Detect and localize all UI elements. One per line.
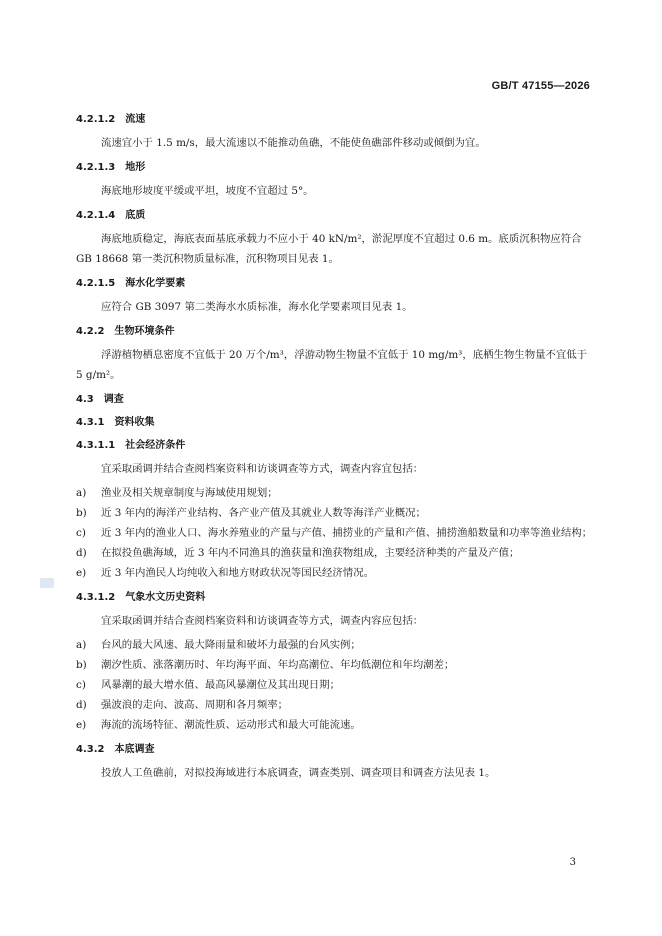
list-marker: a) xyxy=(76,639,87,651)
list-item-text: 在拟投鱼礁海域，近 3 年内不同渔具的渔获量和渔获物组成，主要经济种类的产量及产值； xyxy=(101,547,520,559)
list-item-text: 渔业及相关规章制度与海域使用规划； xyxy=(101,487,278,499)
section-heading xyxy=(76,392,596,408)
section-title: 流速 xyxy=(125,114,146,125)
list-marker: e) xyxy=(76,567,87,579)
section-heading xyxy=(76,160,596,176)
section-heading xyxy=(76,590,596,606)
paragraph: 流速宜小于 1.5 m/s，最大流速以不能推动鱼礁，不能使鱼礁部件移动或倾倒为宜。 xyxy=(101,137,486,149)
section-number: 4.2.1.2 xyxy=(76,114,116,125)
paragraph: 浮游植物栖息密度不宜低于 20 万个/m³，浮游动物生物量不宜低于 10 mg/m³，底栖生物生物量不宜低于 5 g/m²。 xyxy=(76,349,588,381)
section-heading xyxy=(76,415,596,431)
list-marker: b) xyxy=(76,507,87,519)
standard-number: GB/T 47155—2026 xyxy=(491,80,590,92)
paragraph: 宜采取函调并结合查阅档案资料和访谈调查等方式，调查内容应包括： xyxy=(101,615,424,627)
section-number: 4.3.1 xyxy=(76,417,105,428)
list-marker: d) xyxy=(76,547,87,559)
paragraph: 投放人工鱼礁前，对拟投海域进行本底调查，调查类别、调查项目和调查方法见表 1。 xyxy=(101,767,496,779)
page-number: 3 xyxy=(569,857,576,868)
list-item-text: 强波浪的走向、波高、周期和各月频率； xyxy=(101,699,289,711)
section-title: 地形 xyxy=(125,162,146,173)
section-heading xyxy=(76,438,596,454)
list-item-text: 海流的流场特征、潮流性质、运动形式和最大可能流速。 xyxy=(101,719,361,731)
paragraph: 应符合 GB 3097 第二类海水水质标准，海水化学要素项目见表 1。 xyxy=(101,301,413,313)
section-number: 4.2.1.4 xyxy=(76,210,116,221)
section-number: 4.2.1.5 xyxy=(76,278,116,289)
section-title: 资料收集 xyxy=(114,417,155,428)
list-item-text: 潮汐性质、涨落潮历时、年均海平面、年均高潮位、年均低潮位和年均潮差； xyxy=(101,659,455,671)
section-heading xyxy=(76,112,596,128)
section-heading xyxy=(76,742,596,758)
section-number: 4.3.2 xyxy=(76,744,105,755)
section-number: 4.3.1.1 xyxy=(76,440,116,451)
section-heading xyxy=(76,276,596,292)
section-heading xyxy=(76,208,596,224)
list-item xyxy=(76,543,596,563)
section-title: 本底调查 xyxy=(114,744,155,755)
list-marker: c) xyxy=(76,527,86,539)
section-title: 气象水文历史资料 xyxy=(125,592,206,603)
list-item xyxy=(76,715,596,735)
section-number: 4.2.2 xyxy=(76,326,105,337)
list-item-text: 近 3 年内渔民人均纯收入和地方财政状况等国民经济情况。 xyxy=(101,567,374,579)
list-item-text: 风暴潮的最大增水值、最高风暴潮位及其出现日期； xyxy=(101,679,340,691)
list-item xyxy=(76,503,596,523)
list-item xyxy=(76,635,596,655)
list-marker: a) xyxy=(76,487,87,499)
list-marker: e) xyxy=(76,719,87,731)
paragraph: 宜采取函调并结合查阅档案资料和访谈调查等方式，调查内容宜包括： xyxy=(101,463,424,475)
section-title: 底质 xyxy=(125,210,146,221)
list-item-text: 近 3 年内的海洋产业结构、各产业产值及其就业人数等海洋产业概况； xyxy=(101,507,426,519)
list-item xyxy=(76,675,596,695)
list-item xyxy=(76,655,596,675)
side-marker xyxy=(40,578,54,588)
section-number: 4.3.1.2 xyxy=(76,592,116,603)
document-body xyxy=(76,112,596,787)
section-title: 社会经济条件 xyxy=(125,440,186,451)
list-item xyxy=(76,483,596,503)
paragraph: 海底地质稳定，海底表面基底承载力不应小于 40 kN/m²，淤泥厚度不宜超过 0.6 m。底质沉积物应符合 GB 18668 第一类沉积物质量标准，沉积物项目见表 1。 xyxy=(76,233,582,265)
section-number: 4.3 xyxy=(76,394,94,405)
list-item-text: 近 3 年内的渔业人口、海水养殖业的产量与产值、捕捞业的产量和产值、捕捞渔船数量和功率等渔业结构； xyxy=(101,527,593,539)
list-item xyxy=(76,523,596,543)
list-marker: d) xyxy=(76,699,87,711)
section-title: 海水化学要素 xyxy=(125,278,186,289)
list-item-text: 台风的最大风速、最大降雨量和破坏力最强的台风实例； xyxy=(101,639,361,651)
list-marker: b) xyxy=(76,659,87,671)
section-number: 4.2.1.3 xyxy=(76,162,116,173)
list-marker: c) xyxy=(76,679,86,691)
list-item xyxy=(76,563,596,583)
list-item xyxy=(76,695,596,715)
section-heading xyxy=(76,324,596,340)
paragraph: 海底地形坡度平缓或平坦，坡度不宜超过 5°。 xyxy=(101,185,314,197)
section-title: 调查 xyxy=(103,394,124,405)
section-title: 生物环境条件 xyxy=(114,326,175,337)
